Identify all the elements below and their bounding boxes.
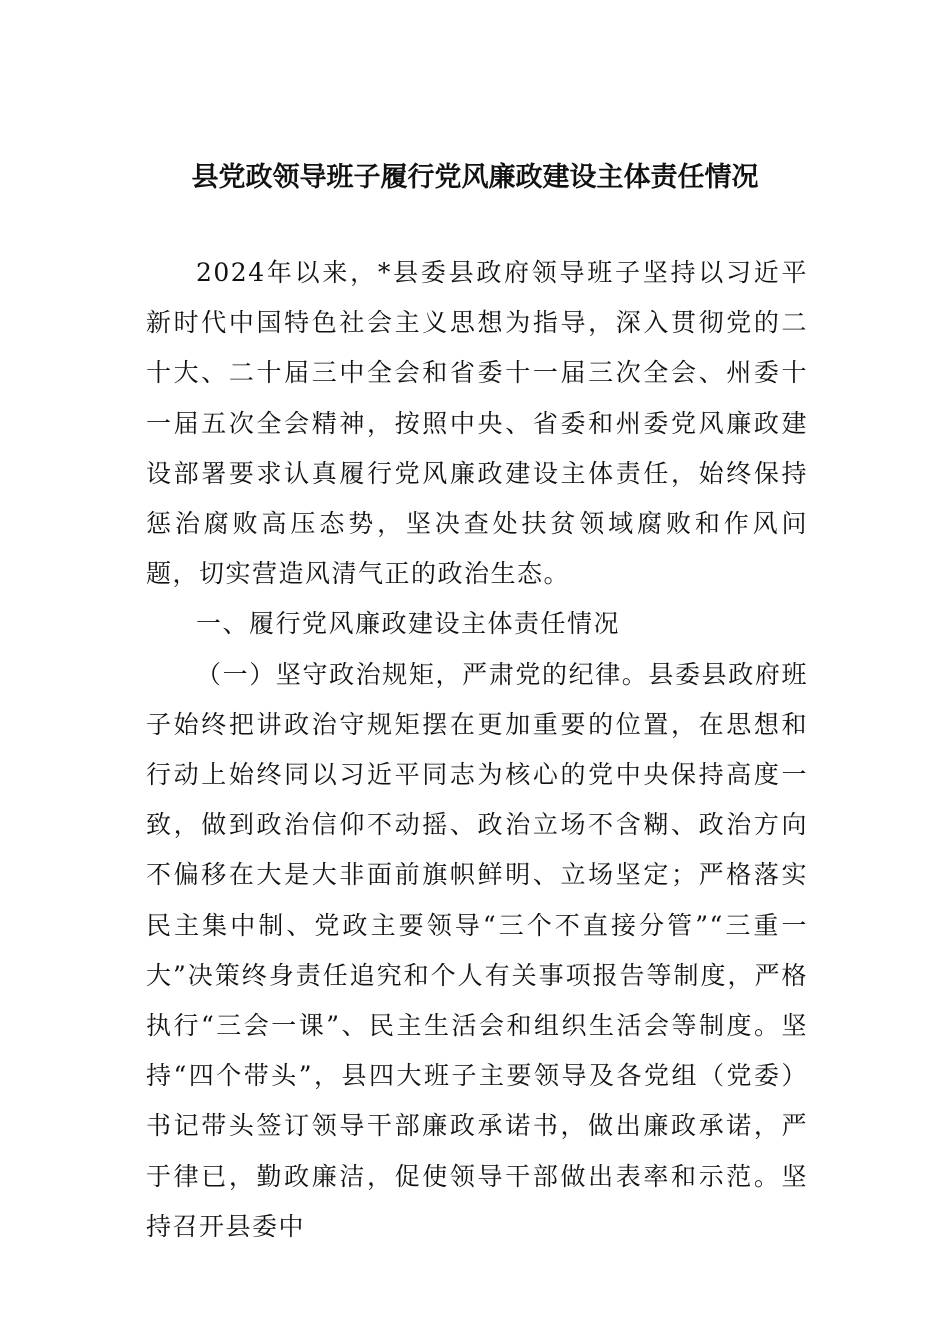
document-body bbox=[146, 248, 808, 1252]
document-title: 县党政领导班子履行党风廉政建设主体责任情况 bbox=[191, 162, 759, 193]
paragraph-intro: 2024年以来，*县委县政府领导班子坚持以习近平新时代中国特色社会主义思想为指导，深入贯彻党的二十大、二十届三中全会和省委十一届三次全会、州委十一届五次全会精神，按照中央、省委和州委党风廉政建设部署要求认真履行党风廉政建设主体责任，始终保持惩治腐败高压态势，坚决查处扶贫领域腐败和作风问题，切实营造风清气正的政治生态。 bbox=[146, 258, 808, 589]
paragraph-section-one: （一）坚守政治规矩，严肃党的纪律。县委县政府班子始终把讲政治守规矩摆在更加重要的位置，在思想和行动上始终同以习近平同志为核心的党中央保持高度一致，做到政治信仰不动摇、政治立场不含糊、政治方向不偏移在大是大非面前旗帜鲜明、立场坚定；严格落实民主集中制、党政主要领导“三个不直接分管”“三重一大”决策终身责任追究和个人有关事项报告等制度，严格执行“三会一课”、民主生活会和组织生活会等制度。坚持“四个带头”，县四大班子主要领导及各党组（党委）书记带头签订领导干部廉政承诺书，做出廉政承诺，严于律已，勤政廉洁，促使领导干部做出表率和示范。坚持召开县委中 bbox=[146, 659, 808, 1241]
section-heading: 一、履行党风廉政建设主体责任情况 bbox=[196, 609, 621, 639]
